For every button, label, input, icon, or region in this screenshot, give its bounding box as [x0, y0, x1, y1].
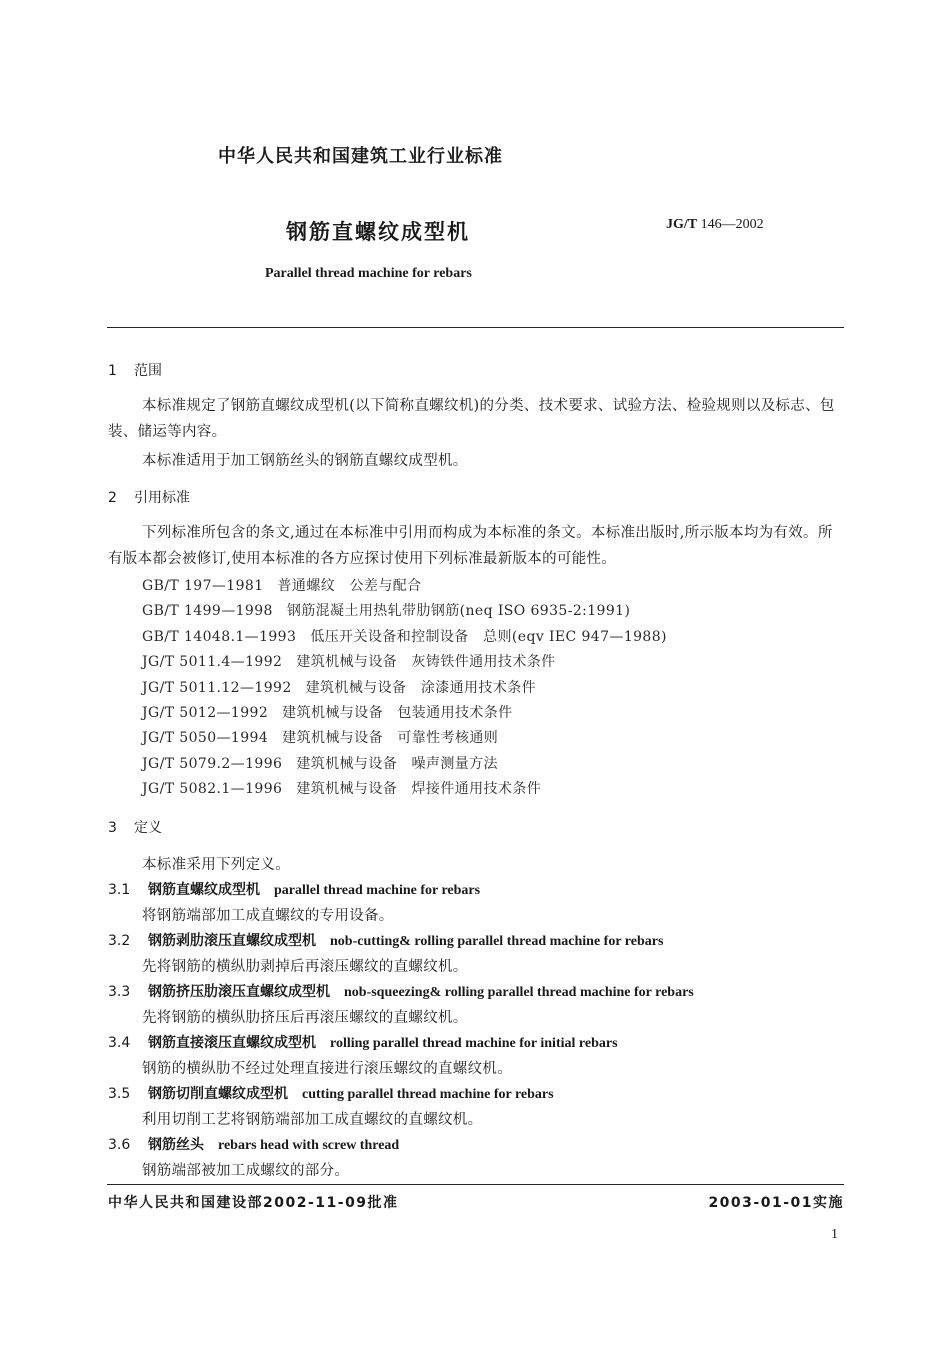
- reference-item: [142, 753, 498, 773]
- term-en: rolling parallel thread machine for initial rebars: [330, 1036, 618, 1051]
- term-en: cutting parallel thread machine for rebars: [302, 1087, 554, 1102]
- reference-code: JG/T 5050—1994: [142, 730, 269, 746]
- reference-item: [142, 626, 667, 646]
- reference-title: 建筑机械与设备 涂漆通用技术条件: [305, 680, 537, 696]
- definition-number: 3.2: [108, 933, 131, 949]
- term-zh: 钢筋丝头: [148, 1137, 204, 1153]
- section-2-heading: [108, 487, 190, 507]
- term-zh: 钢筋切削直螺纹成型机: [148, 1086, 288, 1102]
- section-title: 引用标准: [134, 490, 190, 506]
- term-zh: 钢筋直螺纹成型机: [148, 882, 260, 898]
- reference-item: [142, 600, 630, 620]
- definition-term: [108, 879, 480, 899]
- reference-item: [142, 575, 422, 595]
- section-number: 3: [108, 820, 117, 836]
- reference-title: 建筑机械与设备 焊接件通用技术条件: [296, 781, 542, 797]
- section-2-intro: 下列标准所包含的条文,通过在本标准中引用而构成为本标准的条文。本标准出版时,所示版本均为有效。所有版本都会被修订,使用本标准的各方应探讨使用下列标准最新版本的可能性。: [108, 525, 833, 567]
- reference-title: 建筑机械与设备 灰铸铁件通用技术条件: [296, 654, 556, 670]
- definition-number: 3.5: [108, 1086, 131, 1102]
- reference-title: 普通螺纹 公差与配合: [277, 578, 422, 594]
- reference-code: JG/T 5079.2—1996: [142, 756, 283, 772]
- page-number: 1: [831, 1227, 838, 1242]
- term-en: rebars head with screw thread: [218, 1138, 400, 1153]
- approval-statement: 中华人民共和国建设部2002-11-09批准: [108, 1195, 399, 1211]
- standard-code-number: 146—2002: [700, 217, 764, 232]
- reference-item: [142, 702, 513, 722]
- standard-code: [666, 217, 764, 233]
- section-1-paragraph-2: 本标准适用于加工钢筋丝头的钢筋直螺纹成型机。: [142, 453, 468, 469]
- section-3-intro: 本标准采用下列定义。: [142, 857, 290, 873]
- reference-code: JG/T 5011.12—1992: [142, 680, 292, 696]
- reference-item: [142, 677, 536, 697]
- reference-code: GB/T 197—1981: [142, 578, 264, 594]
- term-en: nob-cutting& rolling parallel thread machine for rebars: [330, 934, 664, 949]
- section-3-heading: [108, 817, 162, 837]
- definition-body: 先将钢筋的横纵肋剥掉后再滚压螺纹的直螺纹机。: [142, 959, 468, 975]
- document-title-en: Parallel thread machine for rebars: [265, 266, 472, 281]
- reference-item: [142, 778, 541, 798]
- reference-code: GB/T 14048.1—1993: [142, 629, 297, 645]
- term-en: parallel thread machine for rebars: [274, 883, 481, 898]
- reference-code: GB/T 1499—1998: [142, 603, 273, 619]
- standard-code-prefix: JG/T: [666, 217, 698, 232]
- definition-number: 3.6: [108, 1137, 131, 1153]
- term-zh: 钢筋剥肋滚压直螺纹成型机: [148, 933, 316, 949]
- definition-term: [108, 930, 663, 950]
- implementation-date: 2003-01-01实施: [708, 1195, 844, 1211]
- definition-term: [108, 1032, 618, 1052]
- reference-title: 建筑机械与设备 噪声测量方法: [296, 756, 498, 772]
- term-en: nob-squeezing& rolling parallel thread machine for rebars: [344, 985, 694, 1000]
- definition-term: [108, 981, 694, 1001]
- definition-number: 3.3: [108, 984, 131, 1000]
- definition-number: 3.1: [108, 882, 131, 898]
- section-1-heading: [108, 360, 162, 380]
- reference-code: JG/T 5082.1—1996: [142, 781, 283, 797]
- header-divider: [107, 327, 844, 328]
- term-zh: 钢筋直接滚压直螺纹成型机: [148, 1035, 316, 1051]
- footer-divider: [107, 1184, 844, 1185]
- issuer-heading: 中华人民共和国建筑工业行业标准: [218, 146, 503, 167]
- reference-code: JG/T 5012—1992: [142, 705, 269, 721]
- section-1-paragraph-1: 本标准规定了钢筋直螺纹成型机(以下简称直螺纹机)的分类、技术要求、试验方法、检验规则以及标志、包装、储运等内容。: [108, 398, 835, 440]
- reference-title: 建筑机械与设备 可靠性考核通则: [282, 730, 499, 746]
- definition-term: [108, 1083, 554, 1103]
- reference-title: 钢筋混凝土用热轧带肋钢筋(neq ISO 6935-2:1991): [286, 603, 631, 619]
- section-number: 2: [108, 490, 117, 506]
- definition-body: 利用切削工艺将钢筋端部加工成直螺纹的直螺纹机。: [142, 1112, 483, 1128]
- term-zh: 钢筋挤压肋滚压直螺纹成型机: [148, 984, 330, 1000]
- definition-body: 将钢筋端部加工成直螺纹的专用设备。: [142, 908, 394, 924]
- reference-title: 建筑机械与设备 包装通用技术条件: [282, 705, 513, 721]
- reference-code: JG/T 5011.4—1992: [142, 654, 283, 670]
- reference-title: 低压开关设备和控制设备 总则(eqv IEC 947—1988): [310, 629, 667, 645]
- definition-term: [108, 1134, 399, 1154]
- definition-body: 钢筋的横纵肋不经过处理直接进行滚压螺纹的直螺纹机。: [142, 1061, 512, 1077]
- reference-item: [142, 727, 498, 747]
- definition-body: 钢筋端部被加工成螺纹的部分。: [142, 1163, 350, 1179]
- document-title-zh: 钢筋直螺纹成型机: [286, 220, 470, 244]
- section-number: 1: [108, 363, 117, 379]
- reference-item: [142, 651, 556, 671]
- definition-number: 3.4: [108, 1035, 131, 1051]
- section-title: 定义: [134, 820, 162, 836]
- definition-body: 先将钢筋的横纵肋挤压后再滚压螺纹的直螺纹机。: [142, 1010, 468, 1026]
- section-title: 范围: [134, 363, 162, 379]
